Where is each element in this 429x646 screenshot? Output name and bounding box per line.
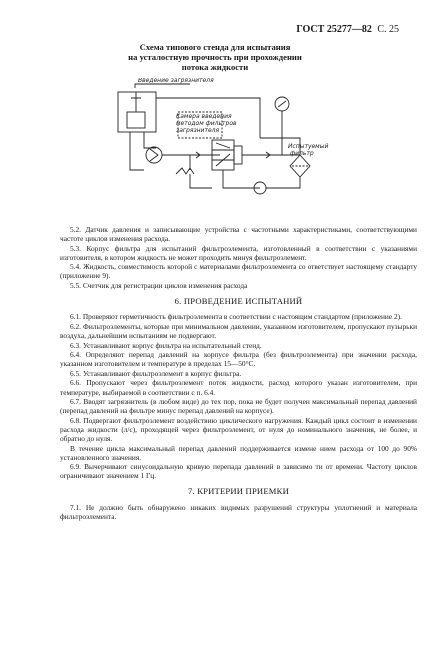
section-heading: 7. КРИТЕРИИ ПРИЕМКИ xyxy=(188,486,289,497)
chamber-label: Камера введения xyxy=(176,113,232,120)
paragraph: В течение цикла максимальный перепад давлений поддерживается измене нием расхода от 100 до 90% установленного значения. xyxy=(60,443,417,462)
paragraph: 6.2. Фильтроэлементы, которые при минимальном давлении, указанном изготовителем, пропускают пузырьки воздуха, дальнейшим испытаниям не подвергают. xyxy=(60,321,417,340)
filter-label: фильтр xyxy=(290,150,314,157)
paragraph: 6.6. Пропускают через фильтроэлемент поток жидкости, расход которого указан изготовителем, при температуре, выбираемой в соответствии с п. 6.4. xyxy=(60,378,417,397)
paragraph: 6.4. Определяют перепад давлений на корпусе фильтра (без фильтроэлемента) при значении расхода, указанном изготовителем и температуре в пределах 15—50°С. xyxy=(60,350,417,369)
paragraph: 5.3. Корпус фильтра для испытаний фильтроэлемента, изготовленный в соответствии с указаниями изготовителя, в котором жидкость не может проходить минуя фильтроэлемент. xyxy=(60,243,417,262)
test-bench-diagram xyxy=(100,78,360,210)
page-header xyxy=(296,24,399,35)
supply-line xyxy=(130,132,144,170)
relief-valve xyxy=(176,168,194,174)
section-heading: 6. ПРОВЕДЕНИЕ ИСПЫТАНИЙ xyxy=(174,296,303,307)
diagram-title-line: потока жидкости xyxy=(181,62,249,72)
tank-inner-filter xyxy=(127,112,145,128)
paragraph: 6.9. Вычерчивают синусоидальную кривую перепада давлений в зависимо ти от времени. Частоту циклов ограничивают значением 1 Гц. xyxy=(60,462,417,481)
paragraph: 6.7. Вводят загрязнитель (в любом виде) до тех пор, пока не будет получен максимальный перепад давлений (перепад давлений на фильтре минус перепад давлений на корпусе). xyxy=(60,397,417,416)
valve-solenoid xyxy=(234,146,242,164)
paragraph: 5.2. Датчик давления и записывающие устройства с частотными характеристиками, соответствующими частоте циклов изменения расхода. xyxy=(60,225,417,244)
paragraph: 6.3. Устанавливают корпус фильтра на испытательный стенд. xyxy=(70,340,262,350)
paragraph: 6.5. Устанавливают фильтроэлемент в корпус фильтра. xyxy=(70,368,242,378)
chamber-label: загрязнителя xyxy=(176,127,220,134)
diagram-title-line: на усталостную прочность при прохождении xyxy=(128,52,302,62)
body-text xyxy=(60,225,417,521)
page-number: С. 25 xyxy=(377,24,399,35)
return-line xyxy=(144,132,156,148)
inlet-label: Введение загрязнителя xyxy=(138,78,214,84)
diagram-title xyxy=(90,42,340,72)
chamber-label: методом фильтров xyxy=(176,120,237,127)
paragraph: 5.4. Жидкость, совместимость которой с материалами фильтроэлемента со ответствует настоящему стандарту (приложение 9). xyxy=(60,262,417,281)
paragraph: 5.5. Счетчик для регистрации циклов изменения расхода xyxy=(70,281,248,291)
inlet-line xyxy=(135,84,190,88)
standard-number: ГОСТ 25277—82 xyxy=(296,24,372,35)
diagram-title-line: Схема типового стенда для испытания xyxy=(139,42,291,52)
paragraph: 6.1. Проверяют герметичность фильтроэлемента в соответствии с настоящим стандартом (приложение 2). xyxy=(70,312,402,322)
pump xyxy=(146,147,162,163)
paragraph: 6.8. Подвергают фильтроэлемент воздействию циклического нагружения. Каждый цикл состоит в изменении расхода жидкости (л/с), проходящей через фильтроэлемент, от нуля до номинального значения, не более, и обратно до нуля. xyxy=(60,415,417,443)
paragraph: 7.1. Не должно быть обнаружено никаких видимых разрушений структуры уплотнений и материала фильтроэлемента. xyxy=(60,502,417,521)
filter-label: Испытуемый xyxy=(288,143,329,150)
